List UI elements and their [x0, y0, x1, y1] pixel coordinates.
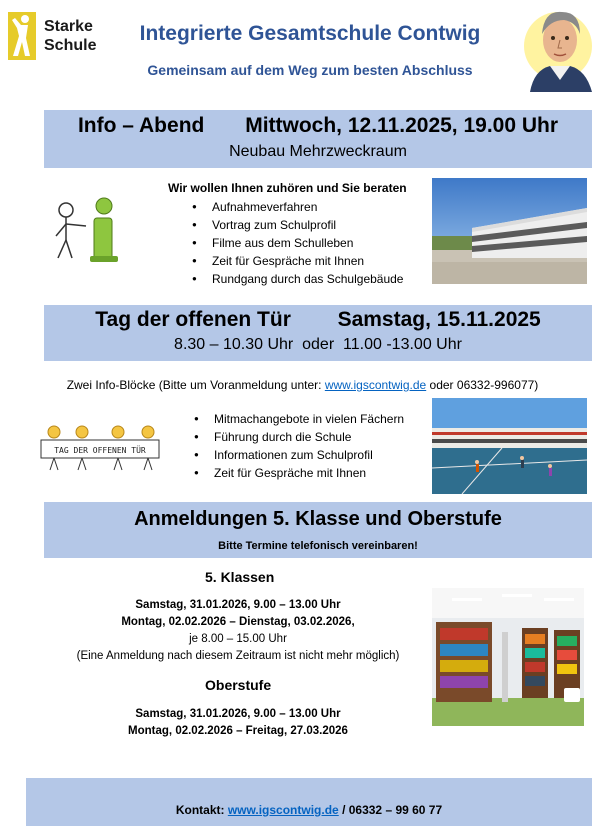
info-mascot-icon [52, 196, 128, 266]
logo-text-line1: Starke [44, 18, 93, 35]
contact-website-link[interactable]: www.igscontwig.de [227, 803, 339, 817]
school-title: Integrierte Gesamtschule Contwig [139, 22, 481, 45]
schoolyard-photo [432, 398, 587, 494]
list-item: ● Rundgang durch das Schulgebäude [190, 270, 403, 288]
oberstufe-heading: Oberstufe [205, 677, 272, 693]
list-item: ● Aufnahmeverfahren [190, 198, 403, 216]
info-abend-list [190, 198, 403, 288]
klassen-dates [58, 597, 418, 665]
list-item: ● Führung durch die Schule [192, 428, 404, 446]
starke-schule-logo [8, 12, 108, 64]
school-building-photo [432, 178, 587, 284]
list-item: ● Zeit für Gespräche mit Ihnen [190, 252, 403, 270]
klassen-line: Samstag, 31.01.2026, 9.00 – 13.00 Uhr [135, 599, 341, 611]
logo-figure-icon [8, 12, 36, 60]
list-item: ● Vortrag zum Schulprofil [190, 216, 403, 234]
logo-text-line2: Schule [44, 37, 97, 54]
list-item: ● Filme aus dem Schulleben [190, 234, 403, 252]
library-photo [432, 588, 584, 726]
info-abend-title: Info – Abend [77, 114, 205, 137]
banner-text: TAG DER OFFENEN TÜR [54, 446, 146, 455]
contact-line [26, 803, 592, 817]
anmeldungen-note: Bitte Termine telefonisch vereinbaren! [218, 540, 418, 552]
oberstufe-line: Samstag, 31.01.2026, 9.00 – 13.00 Uhr [135, 708, 341, 720]
offene-tuer-date: Samstag, 15.11.2025 [337, 308, 541, 331]
info-abend-lead: Wir wollen Ihnen zuhören und Sie beraten [168, 181, 407, 195]
oberstufe-line: Montag, 02.02.2026 – Freitag, 27.03.2026 [128, 725, 348, 737]
goethe-portrait-image [520, 0, 600, 92]
klassen-heading: 5. Klassen [205, 569, 275, 585]
list-item: ● Informationen zum Schulprofil [192, 446, 404, 464]
klassen-line: (Eine Anmeldung nach diesem Zeitraum ist nicht mehr möglich) [76, 650, 400, 662]
contact-phone: / 06332 – 99 60 77 [338, 803, 443, 817]
klassen-line: Montag, 02.02.2026 – Dienstag, 03.02.2026, [121, 616, 355, 628]
offene-tuer-note [0, 378, 605, 392]
offene-tuer-heading [44, 308, 592, 332]
info-abend-place: Neubau Mehrzweckraum [229, 143, 407, 160]
offene-tuer-list [192, 410, 404, 482]
offene-tuer-times: 8.30 – 10.30 Uhr oder 11.00 -13.00 Uhr [174, 336, 462, 353]
anmeldungen-title: Anmeldungen 5. Klasse und Oberstufe [134, 508, 502, 530]
info-abend-date: Mittwoch, 12.11.2025, 19.00 Uhr [245, 114, 559, 137]
contact-band [26, 778, 592, 826]
note-text: Zwei Info-Blöcke (Bitte um Voranmeldung unter: [66, 378, 325, 392]
offene-tuer-title: Tag der offenen Tür [95, 308, 291, 331]
note-phone: oder 06332-996077) [426, 378, 539, 392]
oberstufe-dates [58, 706, 418, 740]
info-abend-heading [44, 114, 592, 138]
school-slogan: Gemeinsam auf dem Weg zum besten Abschluss [147, 62, 473, 78]
list-item: ● Zeit für Gespräche mit Ihnen [192, 464, 404, 482]
list-item: ● Mitmachangebote in vielen Fächern [192, 410, 404, 428]
klassen-line: je 8.00 – 15.00 Uhr [189, 633, 287, 645]
school-website-link[interactable]: www.igscontwig.de [324, 378, 427, 392]
offene-tuer-banner-image [38, 424, 162, 474]
contact-label: Kontakt: [175, 803, 228, 817]
